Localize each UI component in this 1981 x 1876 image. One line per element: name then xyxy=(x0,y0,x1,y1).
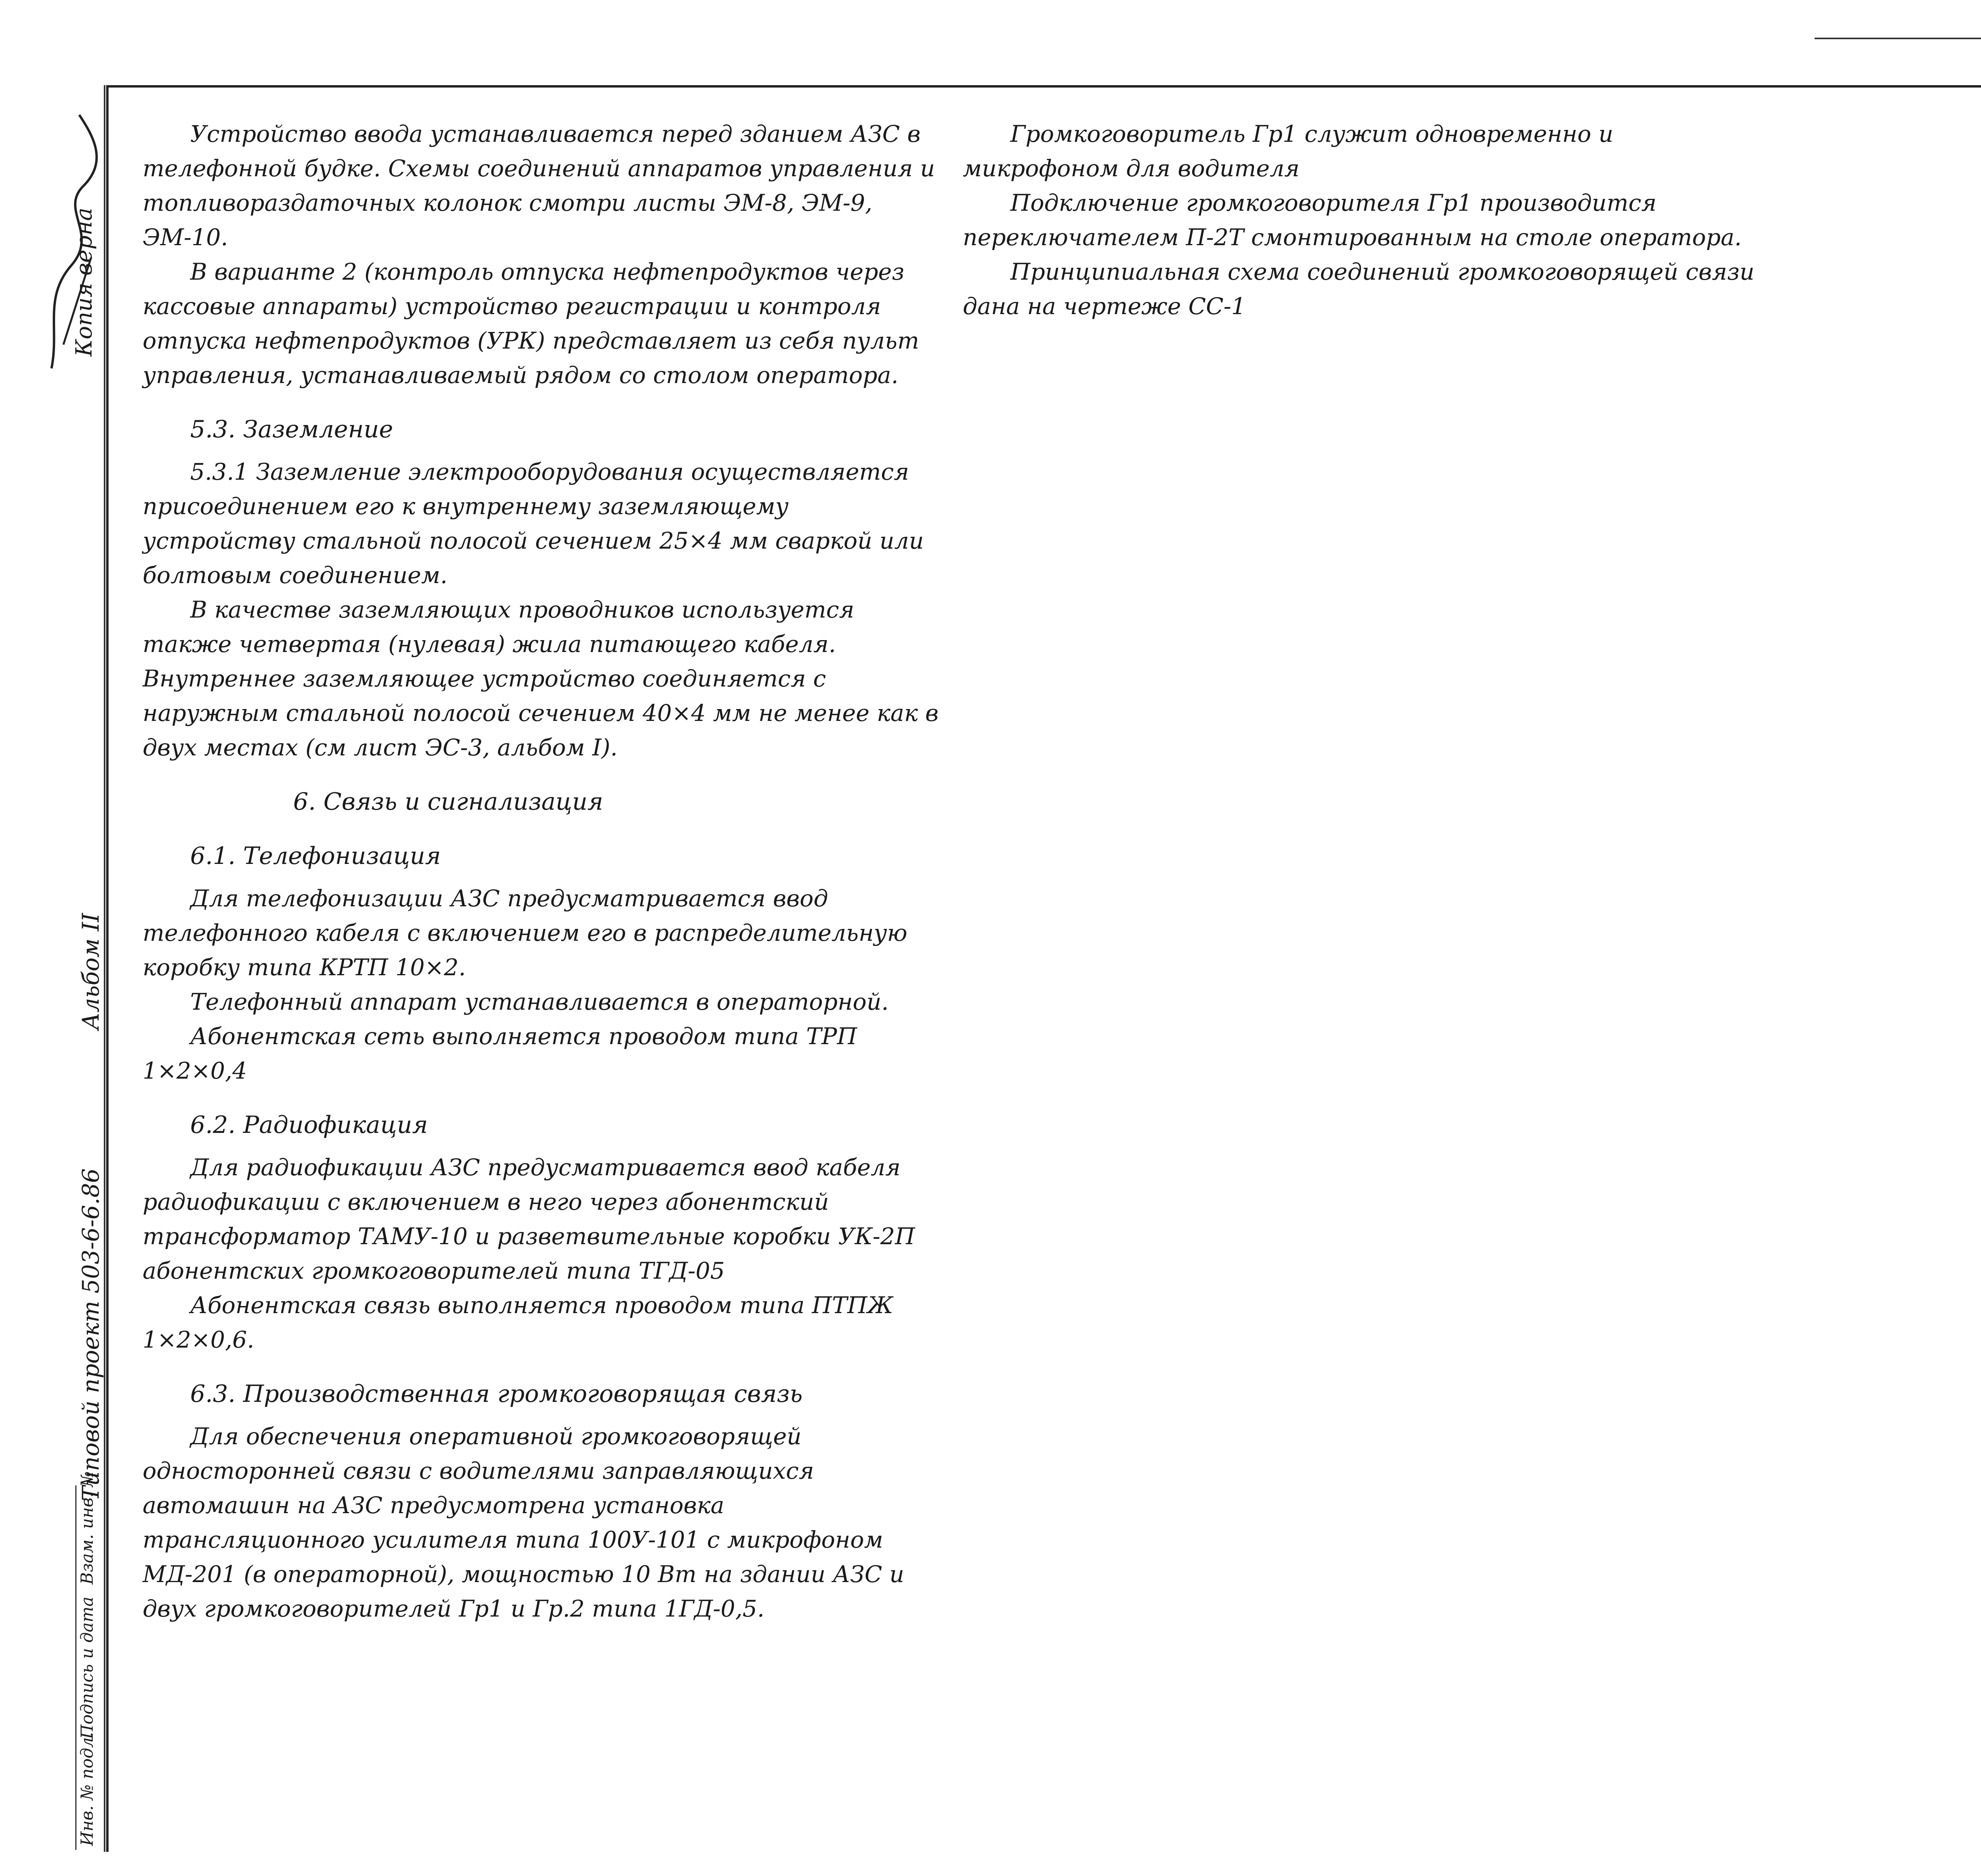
copy-label: Копия верна xyxy=(71,208,97,357)
paragraph: 5.3.1 Заземление электрооборудования осуществляется присоединением его к внутреннему заземляющему устройству стальной полосой сечением 25×4 мм сваркой или болтовым соединением. xyxy=(143,458,924,589)
paragraph: Телефонный аппарат устанавливается в операторной. xyxy=(190,988,889,1015)
top-rule xyxy=(1815,38,1981,39)
text-column-right xyxy=(963,117,1771,324)
section-heading: 6.3. Производственная громкоговорящая связь xyxy=(190,1380,803,1408)
paragraph: Для обеспечения оперативной громкоговорящей односторонней связи с водителями заправляющихся автомашин на АЗС предусмотрена установка трансляционного усилителя типа 100У-101 с микрофоном МД-201 (в операторной), мощностью 10 Вт на здании АЗС и двух громкоговорителей Гр1 и Гр.2 типа 1ГД-0,5. xyxy=(143,1423,905,1622)
paragraph: Подключение громкоговорителя Гр1 производится переключателем П-2Т смонтированным на столе оператора. xyxy=(963,189,1742,251)
section-heading: 6.1. Телефонизация xyxy=(190,842,441,870)
field-label-replace: Взам. инв. № xyxy=(77,1471,97,1584)
paragraph: Абонентская связь выполняется проводом типа ПТПЖ 1×2×0,6. xyxy=(143,1292,893,1353)
paragraph: Принципиальная схема соединений громкоговорящей связи дана на чертеже СС-1 xyxy=(963,258,1755,320)
paragraph: В варианте 2 (контроль отпуска нефтепродуктов через кассовые аппараты) устройство регистрации и контроля отпуска нефтепродуктов (УРК) представляет из себя пульт управления, устанавливаемый рядом со столом оператора. xyxy=(143,258,919,389)
paragraph: Абонентская сеть выполняется проводом типа ТРП 1×2×0,4 xyxy=(143,1023,857,1084)
project-label: Типовой проект 503-6-6.86 xyxy=(77,1168,104,1501)
field-label-sign: Подпись и дата xyxy=(77,1596,97,1739)
paragraph: Громкоговоритель Гр1 служит одновременно и микрофоном для водителя xyxy=(963,120,1613,182)
field-label-inv: Инв. № подл. xyxy=(77,1732,97,1846)
album-label: Альбом II xyxy=(77,913,104,1030)
paragraph: Устройство ввода устанавливается перед зданием АЗС в телефонной будке. Схемы соединений аппаратов управления и топливораздаточных колонок смотри листы ЭМ-8, ЭМ-9, ЭМ-10. xyxy=(143,120,935,251)
section-heading: 6. Связь и сигнализация xyxy=(293,788,603,816)
text-column-left xyxy=(143,117,943,1626)
paragraph: Для телефонизации АЗС предусматривается ввод телефонного кабеля с включением его в распределительную коробку типа КРТП 10×2. xyxy=(143,885,908,981)
section-heading: 6.2. Радиофикация xyxy=(190,1111,428,1139)
section-heading: 5.3. Заземление xyxy=(190,416,393,443)
paragraph: В качестве заземляющих проводников используется также четвертая (нулевая) жила питающего кабеля. Внутреннее заземляющее устройство соединяется с наружным стальной полосой сечением 40×4 мм не менее как в двух местах (см лист ЭС-3, альбом I). xyxy=(143,596,939,761)
margin-subdivider xyxy=(75,1485,76,1850)
paragraph: Для радиофикации АЗС предусматривается ввод кабеля радиофикации с включением в него через абонентский трансформатор ТАМУ-10 и разветвительные коробки УК-2П абонентских громкоговорителей типа ТГД-05 xyxy=(143,1154,915,1284)
